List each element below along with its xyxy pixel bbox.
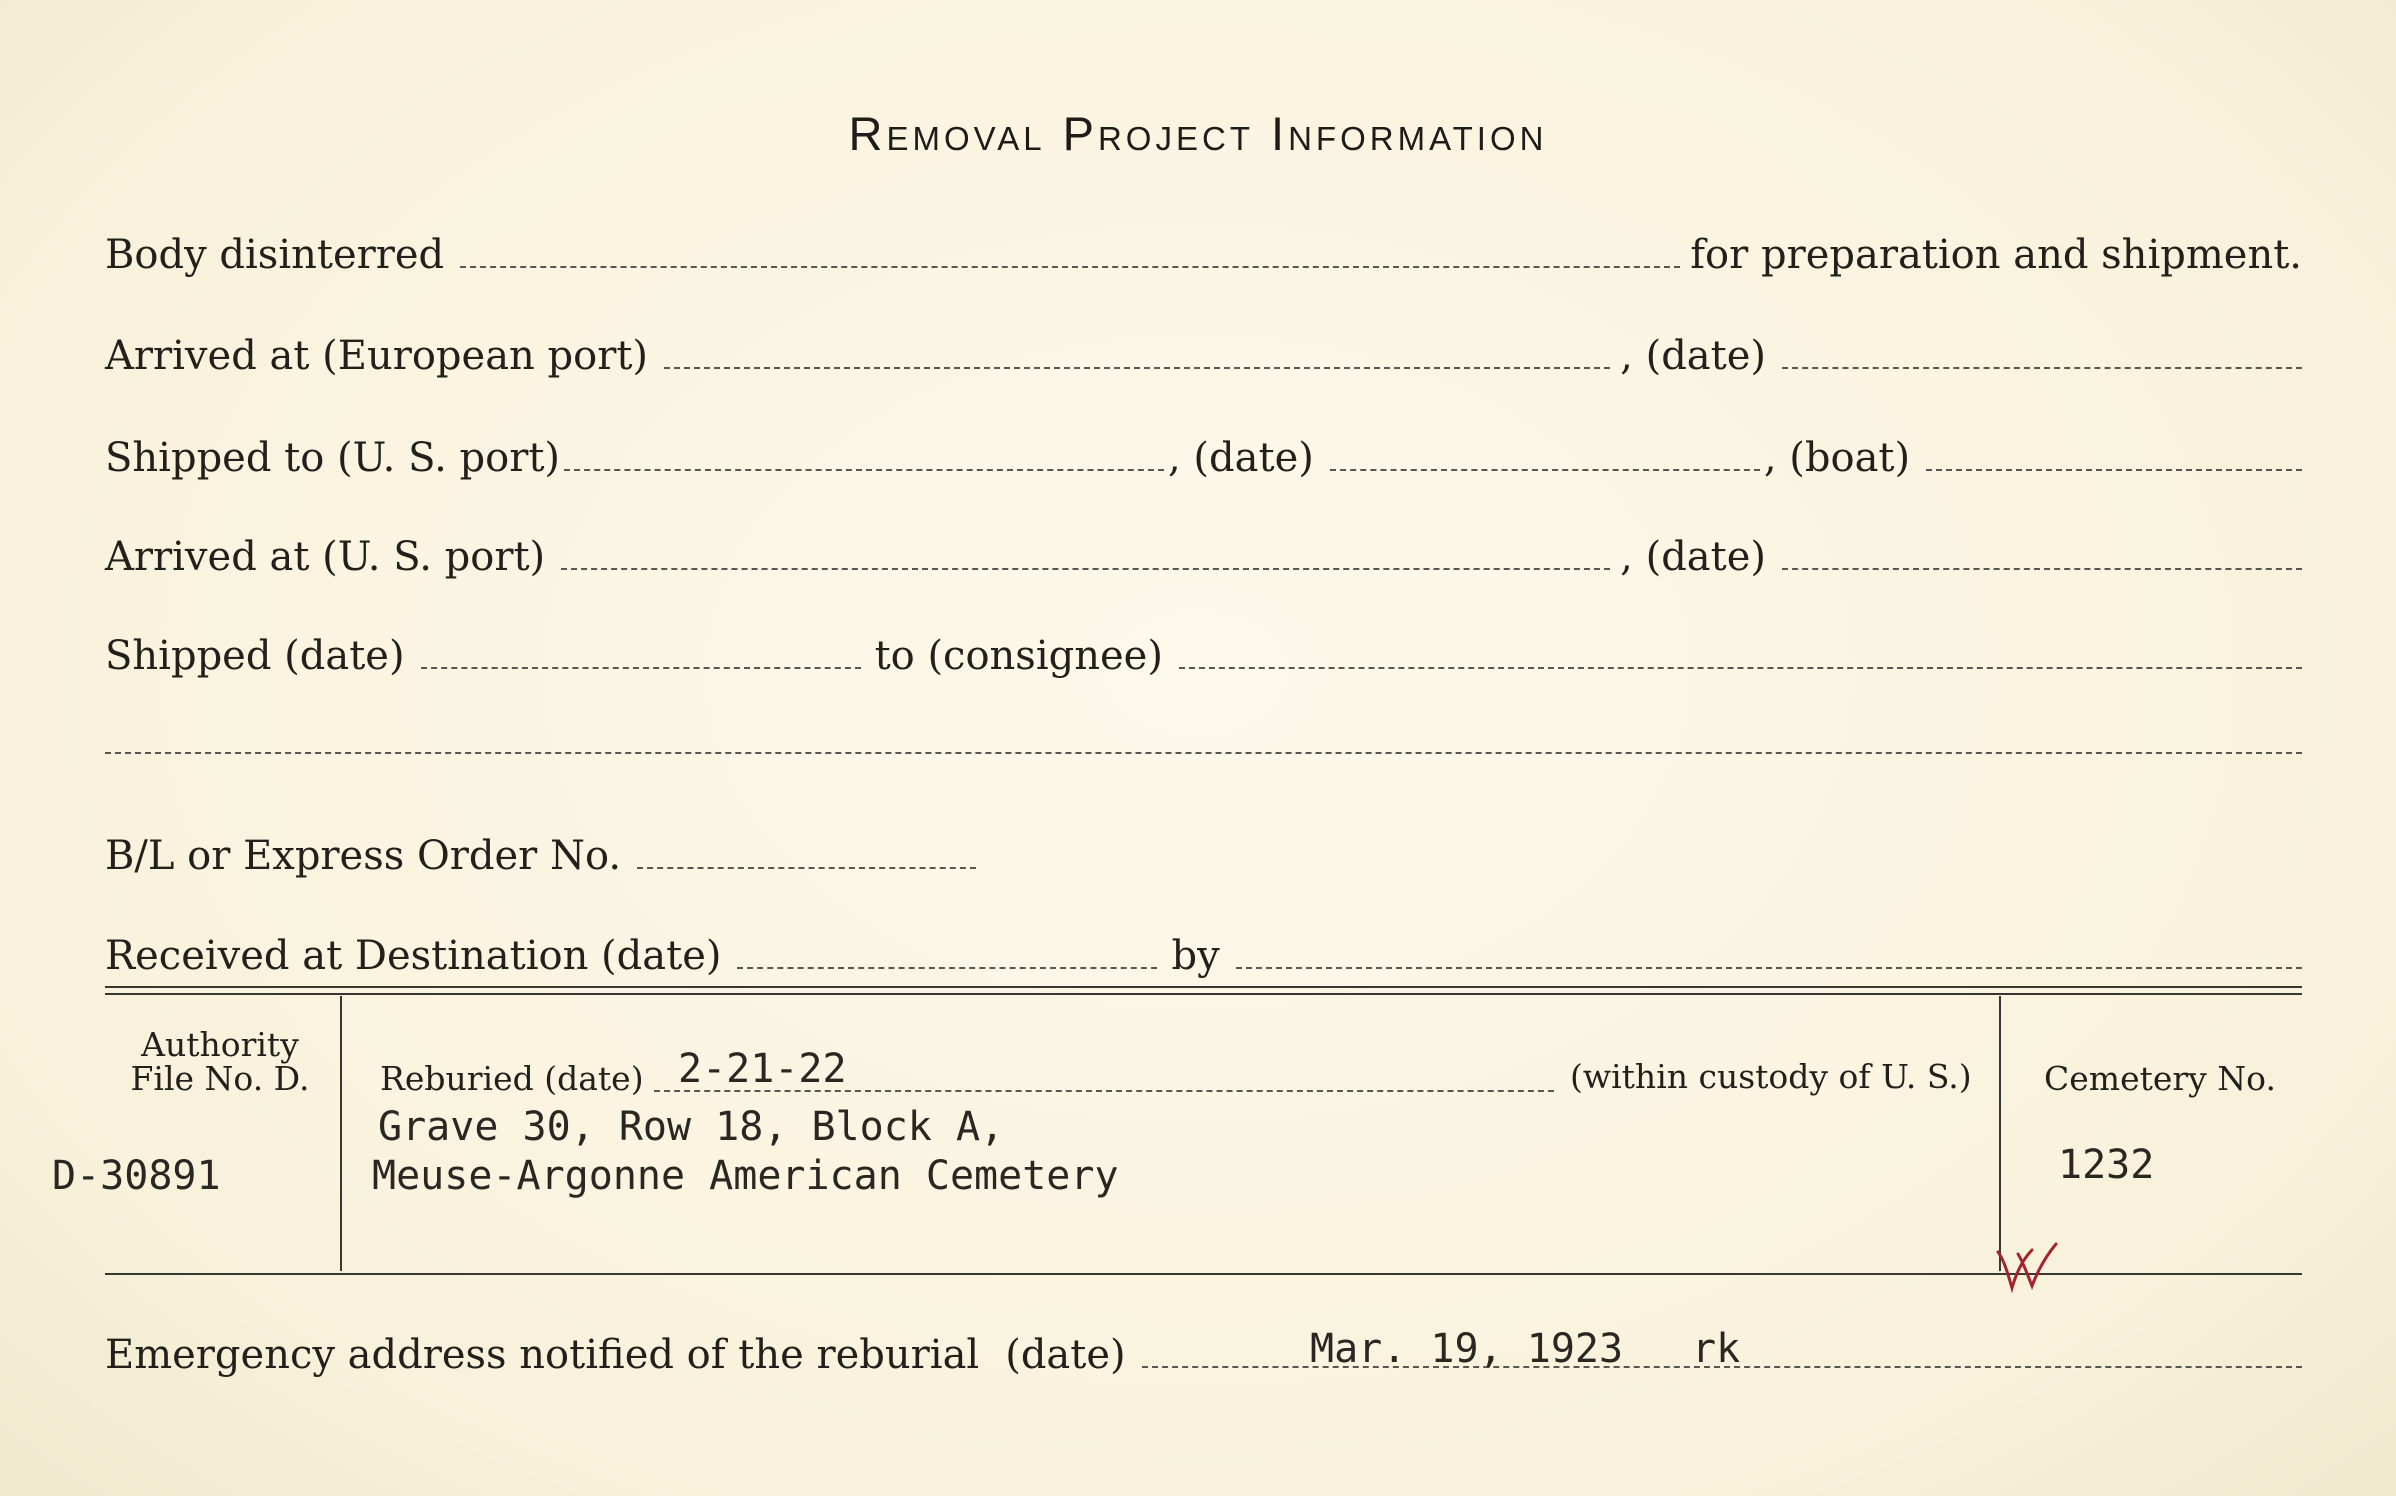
cemetery-name: Meuse-Argonne American Cemetery	[372, 1153, 1119, 1199]
reburied-date: 2-21-22	[678, 1046, 847, 1092]
preparation-shipment-text: for preparation and shipment.	[1690, 232, 2302, 278]
authority-file-number: D-30891	[52, 1153, 221, 1199]
arrived-us-label: Arrived at (U. S. port)	[105, 534, 546, 580]
box-divider-right	[1999, 996, 2001, 1271]
box-top-rule-2	[105, 993, 2302, 995]
box-divider-left	[340, 996, 342, 1271]
consignee-continuation-blank	[105, 752, 2302, 754]
boat-blank	[1926, 469, 2302, 471]
arrived-us-date-label: , (date)	[1620, 534, 1766, 580]
shipped-date-label: Shipped (date)	[105, 633, 405, 679]
custody-note: (within custody of U. S.)	[1570, 1057, 1972, 1096]
shipped-date-row	[105, 619, 2302, 679]
consignee-blank	[1179, 667, 2302, 669]
received-by-label: by	[1171, 933, 1220, 979]
arrived-european-row	[105, 319, 2302, 379]
cemetery-number-label: Cemetery No.	[2044, 1059, 2276, 1098]
authority-label-line2: File No. D.	[130, 1059, 310, 1098]
european-date-blank	[1782, 367, 2302, 369]
arrived-us-port-blank	[561, 568, 1610, 570]
reburied-label: Reburied (date)	[380, 1059, 644, 1098]
shipped-us-row	[105, 421, 2302, 481]
shipped-us-label: Shipped to (U. S. port)	[105, 435, 560, 481]
bl-order-label: B/L or Express Order No.	[105, 833, 622, 879]
grave-location: Grave 30, Row 18, Block A,	[378, 1104, 1005, 1150]
consignee-continuation-row	[105, 704, 2302, 764]
cemetery-number: 1232	[2058, 1142, 2155, 1188]
us-port-blank	[564, 469, 1164, 471]
card-title: Removal Project Information	[848, 107, 1548, 160]
received-label: Received at Destination (date)	[105, 933, 722, 979]
box-bottom-rule	[105, 1273, 2302, 1275]
emergency-date-label: (date)	[1005, 1332, 1126, 1378]
authority-label	[120, 1025, 320, 1098]
arrived-european-date-label: , (date)	[1620, 333, 1766, 379]
received-date-blank	[737, 967, 1157, 969]
body-disinterred-blank	[460, 266, 1680, 268]
emergency-label: Emergency address notified of the reburial	[105, 1332, 980, 1378]
consignee-label: to (consignee)	[874, 633, 1163, 679]
authority-label-line1: Authority	[141, 1025, 299, 1064]
received-by-blank	[1236, 967, 2302, 969]
body-disinterred-row	[105, 218, 2302, 278]
bl-order-blank	[637, 867, 976, 869]
shipped-us-date-label: , (date)	[1168, 435, 1314, 481]
emergency-date-value: Mar. 19, 1923	[1310, 1326, 1624, 1372]
red-check-mark	[1992, 1238, 2062, 1294]
box-top-rule-1	[105, 986, 2302, 988]
emergency-row	[105, 1318, 2302, 1378]
boat-label: , (boat)	[1763, 435, 1911, 481]
arrived-european-label: Arrived at (European port)	[105, 333, 649, 379]
european-port-blank	[664, 367, 1610, 369]
arrived-us-row	[105, 520, 2302, 580]
received-row	[105, 919, 2302, 979]
emergency-initials: rk	[1692, 1326, 1741, 1372]
shipped-date-blank	[1330, 469, 1760, 471]
bl-order-row	[105, 819, 976, 879]
arrived-us-date-blank	[1782, 568, 2302, 570]
shipped-date-value-blank	[421, 667, 861, 669]
body-disinterred-label: Body disinterred	[105, 232, 445, 278]
